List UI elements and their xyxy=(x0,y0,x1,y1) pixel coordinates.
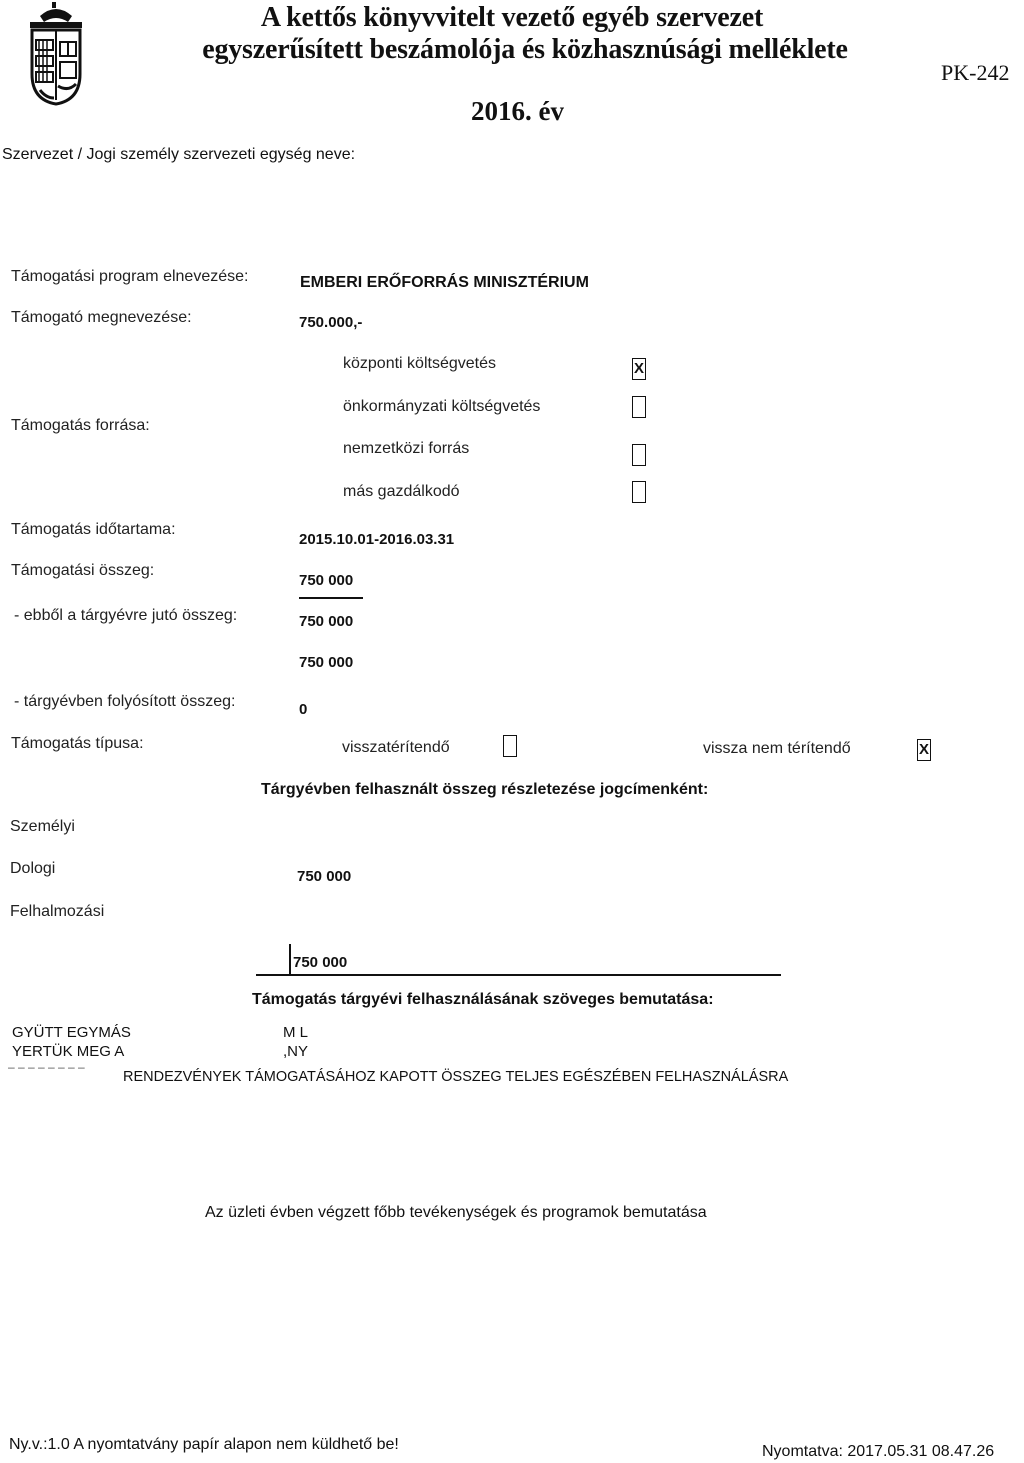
year-share-value: 750 000 xyxy=(299,613,354,630)
source-international-checkbox[interactable] xyxy=(632,444,646,466)
source-option-central: központi költségvetés xyxy=(343,355,496,372)
footer-note: Ny.v.:1.0 A nyomtatvány papír alapon nem küldhető be! xyxy=(9,1436,399,1453)
form-code: PK-242 xyxy=(941,60,1010,85)
type-label: Támogatás típusa: xyxy=(11,735,144,752)
print-timestamp: Nyomtatva: 2017.05.31 08.47.26 xyxy=(762,1443,995,1460)
form-title-line2: egyszerűsített beszámolója és közhasznúsági melléklete xyxy=(202,34,848,65)
supporter-label: Támogató megnevezése: xyxy=(11,309,192,326)
source-central-checkbox[interactable]: X xyxy=(632,358,646,380)
usage-text-line1-left: GYÜTT EGYMÁS xyxy=(12,1024,131,1041)
total-underline xyxy=(256,974,781,976)
type-refundable-checkbox[interactable] xyxy=(503,735,517,757)
type-nonrefundable-label: vissza nem térítendő xyxy=(703,740,851,757)
usage-text-line2-right: ,NY xyxy=(283,1043,309,1060)
duration-label: Támogatás időtartama: xyxy=(11,521,176,538)
amount-value: 750 000 xyxy=(299,572,354,589)
source-option-international: nemzetközi forrás xyxy=(343,440,470,457)
amount-underline xyxy=(299,597,363,599)
year-share-label: - ebből a tárgyévre jutó összeg: xyxy=(14,607,238,624)
amount-label: Támogatási összeg: xyxy=(11,562,155,579)
activities-heading: Az üzleti évben végzett főbb tevékenységek és programok bemutatása xyxy=(205,1204,707,1221)
duration-value: 2015.10.01-2016.03.31 xyxy=(299,531,455,548)
org-name-label: Szervezet / Jogi személy szervezeti egység neve: xyxy=(2,146,356,163)
usage-text-line3: RENDEZVÉNYEK TÁMOGATÁSÁHOZ KAPOTT ÖSSZEG TELJES EGÉSZÉBEN FELHASZNÁLÁSRA xyxy=(123,1069,789,1085)
source-other-checkbox[interactable] xyxy=(632,481,646,503)
usage-row-material-value: 750 000 xyxy=(297,868,352,885)
form-title-line1: A kettős könyvvitelt vezető egyéb szervezet xyxy=(260,2,764,33)
program-value: EMBERI ERŐFORRÁS MINISZTÉRIUM xyxy=(300,274,589,291)
type-refundable-label: visszatérítendő xyxy=(342,739,450,756)
paid-label: - tárgyévben folyósított összeg: xyxy=(14,693,236,710)
usage-row-personal-label: Személyi xyxy=(10,818,75,835)
extra-amount-value: 750 000 xyxy=(299,654,354,671)
usage-text-line3-left: – – – – – – – – xyxy=(8,1060,85,1074)
supporter-value: 750.000,- xyxy=(299,314,363,331)
program-label: Támogatási program elnevezése: xyxy=(11,268,249,285)
usage-row-material-label: Dologi xyxy=(10,860,56,877)
usage-heading: Tárgyévben felhasznált összeg részletezése jogcímenként: xyxy=(261,781,709,798)
paid-value: 0 xyxy=(299,701,308,718)
usage-text-line1-right: M L xyxy=(283,1024,309,1041)
source-label: Támogatás forrása: xyxy=(11,417,150,434)
source-option-other: más gazdálkodó xyxy=(343,483,460,500)
total-vertical-rule xyxy=(289,944,291,974)
type-nonrefundable-checkbox[interactable]: X xyxy=(917,739,931,761)
usage-text-heading: Támogatás tárgyévi felhasználásának szöveges bemutatása: xyxy=(252,991,714,1008)
usage-text-line2-left: YERTÜK MEG A xyxy=(12,1043,125,1060)
usage-row-capital-label: Felhalmozási xyxy=(10,903,105,920)
source-local-checkbox[interactable] xyxy=(632,396,646,418)
form-year: 2016. év xyxy=(471,96,564,126)
source-option-local: önkormányzati költségvetés xyxy=(343,398,541,415)
usage-total-value: 750 000 xyxy=(293,954,348,971)
